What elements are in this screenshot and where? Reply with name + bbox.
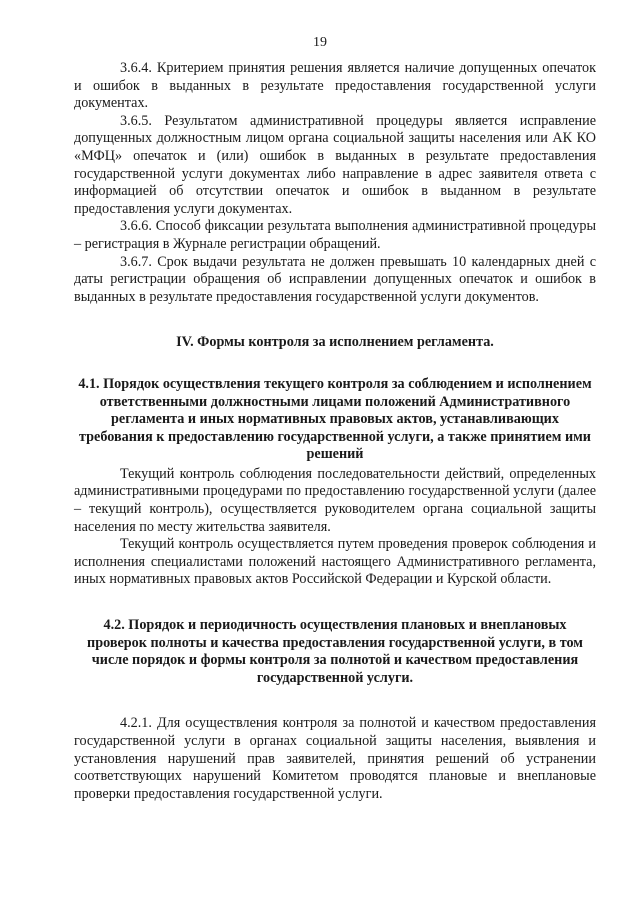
paragraph-3-6-7: 3.6.7. Срок выдачи результата не должен превышать 10 календарных дней с даты регистрации обращения об исправлении допущенных опечаток и ошибок в выданных в результате предоставления государственной услуги документов. <box>74 253 596 305</box>
paragraph-3-6-6: 3.6.6. Способ фиксации результата выполнения административной процедуры – регистрация в Журнале регистрации обращений. <box>74 218 596 252</box>
subsection-4-1-paragraph-2: Текущий контроль осуществляется путем проведения проверок соблюдения и исполнения специалистами положений настоящего Административного регламента, иных нормативных правовых актов Российской Федерации и Курской области. <box>74 536 596 588</box>
document-body <box>74 60 596 803</box>
subsection-4-1-heading: 4.1. Порядок осуществления текущего контроля за соблюдением и исполнением ответственными должностными лицами положений Административного регламента и иных нормативных правовых актов, устанавливающих требования к предоставлению государственной услуги, а также принятием ими решений <box>78 375 592 463</box>
page-number: 19 <box>313 35 327 50</box>
subsection-4-1-paragraph-1: Текущий контроль соблюдения последовательности действий, определенных административными процедурами по предоставлению государственной услуги (далее – текущий контроль), осуществляется руководителем органа социальной защиты населения по месту жительства заявителя. <box>74 465 596 535</box>
paragraph-4-2-1: 4.2.1. Для осуществления контроля за полнотой и качеством предоставления государственной услуги в органах социальной защиты населения, выявления и установления нарушений прав заявителей, принятия решений об устранении соответствующих нарушений Комитетом проводятся плановые и внеплановые проверки предоставления государственной услуги. <box>74 715 596 802</box>
section-title: IV. Формы контроля за исполнением регламента. <box>176 334 494 351</box>
subsection-4-2-heading: 4.2. Порядок и периодичность осуществления плановых и внеплановых проверок полноты и качества предоставления государственной услуги, в том числе порядок и формы контроля за полнотой и качеством предоставления государственной услуги. <box>87 617 583 686</box>
paragraph-3-6-5: 3.6.5. Результатом административной процедуры является исправление допущенных должностным лицом органа социальной защиты населения или АК КО «МФЦ» опечаток и (или) ошибок в выданных в результате предоставления государственной услуги документах либо направление в адрес заявителя ответа с информацией об отсутствии опечаток и ошибок в выданном в результате предоставления услуги документах. <box>74 112 596 217</box>
paragraph-3-6-4: 3.6.4. Критерием принятия решения является наличие допущенных опечаток и ошибок в выданных в результате предоставления государственной услуги документах. <box>74 60 596 112</box>
